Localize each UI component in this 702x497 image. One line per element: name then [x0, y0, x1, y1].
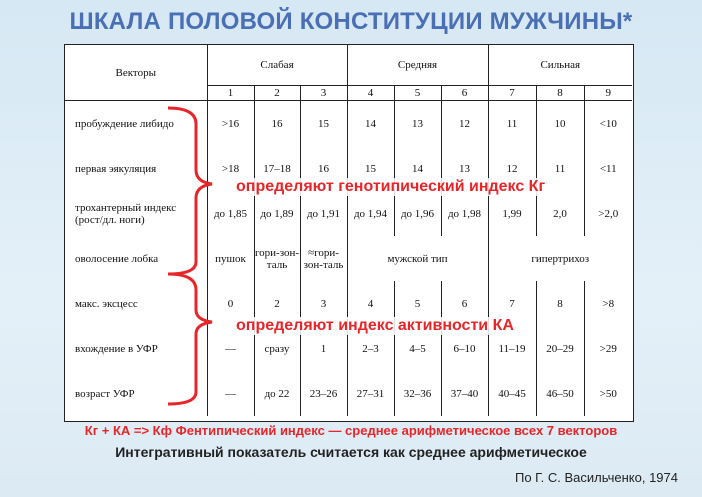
formula-text: Фентипический индекс — среднее арифметическое всех 7 векторов	[175, 423, 618, 438]
table-cell-merged: гипертрихоз	[488, 236, 632, 281]
table-cell: 1	[300, 326, 347, 371]
table-cell: 2	[254, 281, 300, 326]
table-cell: 20–29	[536, 326, 584, 371]
table-cell: —	[207, 326, 254, 371]
row-label: возраст УФР	[75, 387, 135, 400]
table-cell: <11	[584, 146, 632, 191]
table-cell: 0	[207, 281, 254, 326]
page-title: ШКАЛА ПОЛОВОЙ КОНСТИТУЦИИ МУЖЧИНЫ*	[69, 8, 633, 35]
table-cell: 46–50	[536, 371, 584, 416]
source-citation: По Г. С. Васильченко, 1974	[514, 470, 678, 485]
table-cell: 14	[347, 101, 394, 147]
table-cell: 12	[441, 101, 488, 147]
table-cell: 17–18	[254, 146, 300, 191]
table-cell: 15	[300, 101, 347, 147]
group-strong: Сильная	[488, 45, 632, 86]
table-cell: гори-зон-таль	[254, 236, 300, 281]
annotation-genotypic-index: определяют генотипический индекс Кг	[236, 178, 546, 195]
column-number: 8	[536, 86, 584, 101]
column-number: 6	[441, 86, 488, 101]
column-number: 7	[488, 86, 536, 101]
column-number: 2	[254, 86, 300, 101]
formula-lhs: Кг + КА => Кф	[84, 423, 172, 438]
table-cell: 4	[347, 281, 394, 326]
row-label: вхождение в УФР	[75, 342, 158, 355]
table-cell: 8	[536, 281, 584, 326]
table-cell: 12	[488, 146, 536, 191]
table-cell: сразу	[254, 326, 300, 371]
table-cell: <10	[584, 101, 632, 147]
table-cell: 13	[394, 101, 441, 147]
table-cell: >18	[207, 146, 254, 191]
annotation-activity-index: определяют индекс активности КА	[236, 317, 514, 334]
table-cell: >2,0	[584, 191, 632, 236]
table-cell-merged: мужской тип	[347, 236, 488, 281]
table-cell: 13	[441, 146, 488, 191]
table-cell: до 22	[254, 371, 300, 416]
table-cell: 11–19	[488, 326, 536, 371]
row-label: первая эякуляция	[75, 162, 157, 175]
table-cell: 10	[536, 101, 584, 147]
row-label: оволосение лобка	[75, 252, 159, 265]
table-cell: >16	[207, 101, 254, 147]
table-cell: >8	[584, 281, 632, 326]
column-number: 5	[394, 86, 441, 101]
table-cell: до 1,85	[207, 191, 254, 236]
table-cell: 3	[300, 281, 347, 326]
row-label: пробуждение либидо	[75, 117, 174, 130]
table-cell: 2,0	[536, 191, 584, 236]
table-cell: 7	[488, 281, 536, 326]
table-cell: 11	[488, 101, 536, 147]
table-cell: 6	[441, 281, 488, 326]
table-cell: 16	[300, 146, 347, 191]
table-cell: 14	[394, 146, 441, 191]
table-cell: 40–45	[488, 371, 536, 416]
table-cell: 2–3	[347, 326, 394, 371]
table-cell: 37–40	[441, 371, 488, 416]
table-cell: 5	[394, 281, 441, 326]
table-cell: 6–10	[441, 326, 488, 371]
table-cell: ≈гори-зон-таль	[300, 236, 347, 281]
table-cell: 1,99	[488, 191, 536, 236]
table-cell: >50	[584, 371, 632, 416]
table-cell: до 1,91	[300, 191, 347, 236]
row-label: трохантерный индекс (рост/дл. ноги)	[75, 201, 177, 226]
integrative-note: Интегративный показатель считается как среднее арифметическое	[115, 444, 587, 460]
formula-line	[0, 423, 702, 438]
table-cell: 11	[536, 146, 584, 191]
column-number: 4	[347, 86, 394, 101]
table-cell: 27–31	[347, 371, 394, 416]
table-cell: 23–26	[300, 371, 347, 416]
group-medium: Средняя	[347, 45, 488, 86]
table-cell: пушок	[207, 236, 254, 281]
column-number: 1	[207, 86, 254, 101]
table-cell: —	[207, 371, 254, 416]
table-cell: 16	[254, 101, 300, 147]
table-cell: >29	[584, 326, 632, 371]
table-cell: до 1,89	[254, 191, 300, 236]
table-cell: 32–36	[394, 371, 441, 416]
group-weak: Слабая	[207, 45, 347, 86]
vectors-header: Векторы	[65, 45, 207, 101]
table-cell: 4–5	[394, 326, 441, 371]
table-cell: до 1,94	[347, 191, 394, 236]
table-cell: 15	[347, 146, 394, 191]
column-number: 3	[300, 86, 347, 101]
row-label: макс. эксцесс	[75, 297, 138, 310]
table-cell: до 1,96	[394, 191, 441, 236]
table-cell: до 1,98	[441, 191, 488, 236]
column-number: 9	[584, 86, 632, 101]
